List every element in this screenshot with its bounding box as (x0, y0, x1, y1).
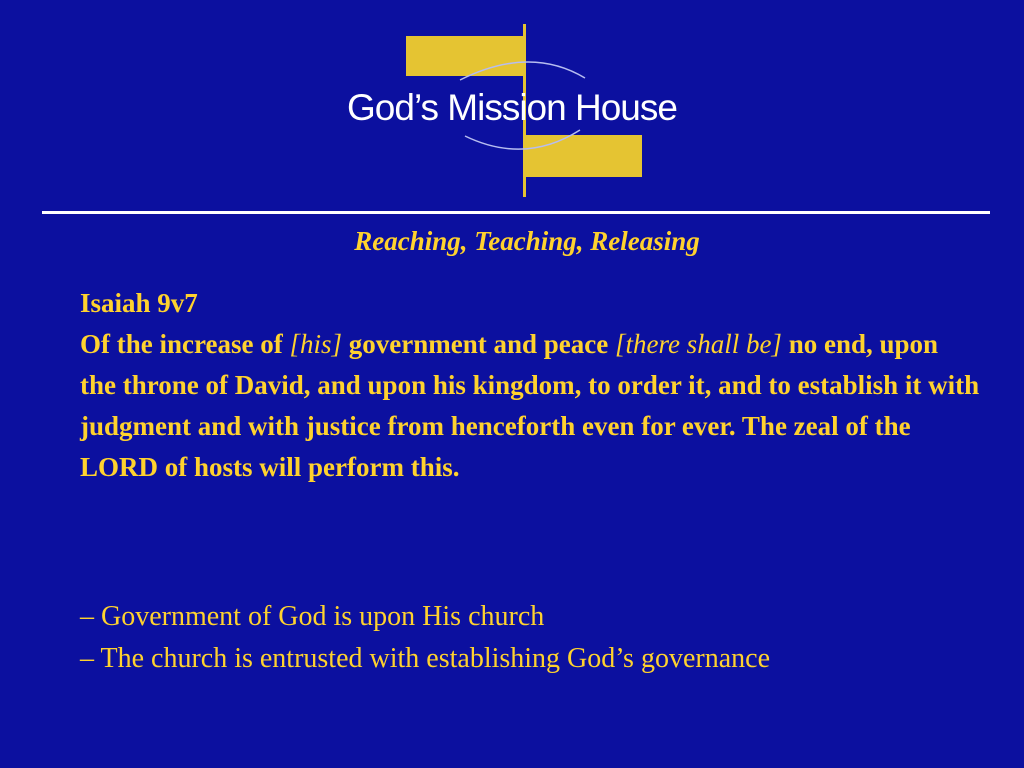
logo-title: God’s Mission House (347, 87, 677, 128)
header-divider (42, 211, 990, 214)
point-item: – The church is entrusted with establishing God’s governance (80, 643, 770, 674)
point-item: – Government of God is upon His church (80, 601, 545, 632)
scripture-text (80, 324, 980, 488)
logo-bar-top (406, 36, 525, 76)
scripture-text-part-2: government and peace (341, 329, 615, 359)
scripture-text-part-3: no end, upon the throne of David, and upon his kingdom, to order it, and to establish it with judgment and with justice from henceforth even for ever. The zeal of the LORD of hosts will perform this. (80, 329, 980, 482)
points-list (80, 596, 1000, 680)
logo-bar-bottom (525, 135, 642, 177)
scripture-text-part-1: Of the increase of (80, 329, 290, 359)
logo (0, 0, 1024, 210)
scripture-italic-his: [his] (289, 329, 342, 359)
scripture-reference: Isaiah 9v7 (80, 288, 198, 318)
tagline: Reaching, Teaching, Releasing (354, 226, 700, 256)
scripture-block (80, 283, 980, 488)
scripture-italic-there-shall-be: [there shall be] (614, 329, 782, 359)
